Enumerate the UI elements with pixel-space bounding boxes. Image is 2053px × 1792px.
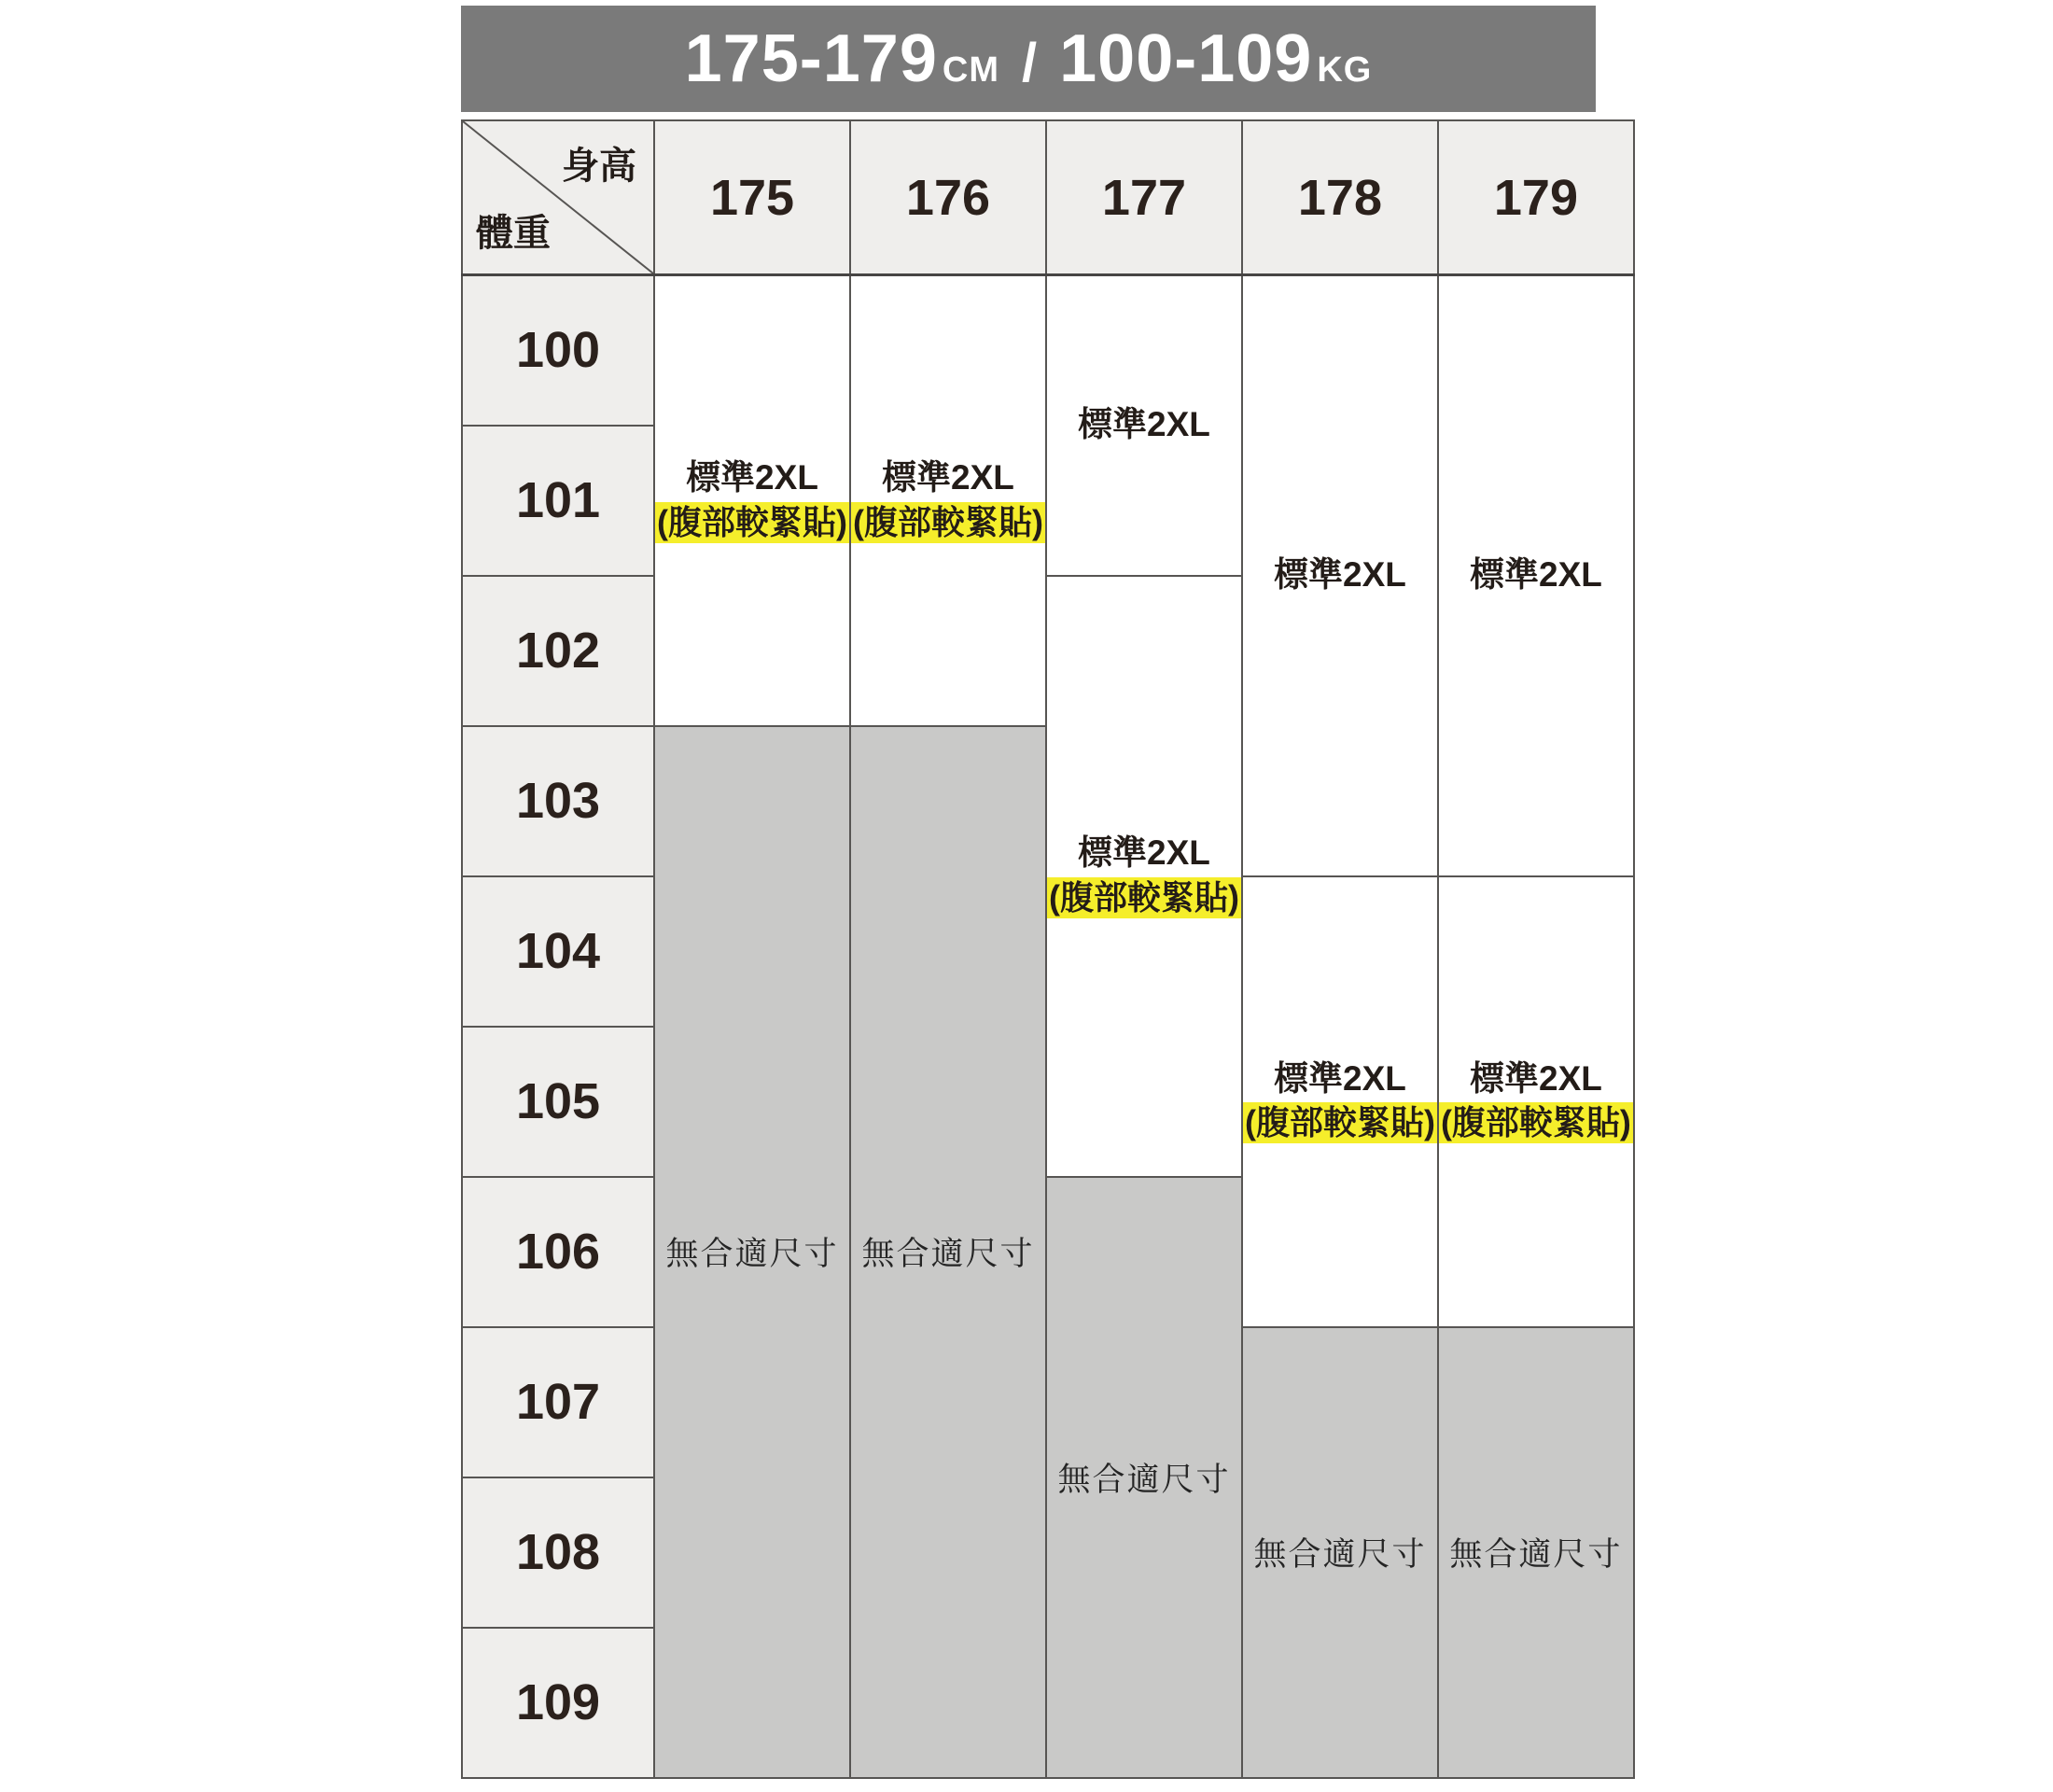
cell-179-no_size bbox=[1438, 1327, 1634, 1778]
cell-179-standard_tight bbox=[1438, 876, 1634, 1327]
size-label: 標準2XL bbox=[1274, 555, 1406, 595]
column-header-176: 176 bbox=[850, 120, 1046, 275]
no-size-label: 無合適尺寸 bbox=[861, 1236, 1035, 1272]
corner-weight-label: 體重 bbox=[476, 213, 551, 254]
fit-note-highlight: (腹部較緊貼) bbox=[1440, 1103, 1631, 1142]
row-header-107: 107 bbox=[462, 1327, 654, 1477]
column-header-177: 177 bbox=[1046, 120, 1242, 275]
table-head bbox=[462, 120, 1634, 275]
row-header-106: 106 bbox=[462, 1177, 654, 1327]
banner-kg-unit: KG bbox=[1317, 50, 1373, 90]
size-table bbox=[461, 119, 1635, 1779]
table-row-100 bbox=[462, 275, 1634, 426]
no-size-label: 無合適尺寸 bbox=[665, 1236, 839, 1272]
column-header-179: 179 bbox=[1438, 120, 1634, 275]
row-header-102: 102 bbox=[462, 576, 654, 726]
fit-note-line bbox=[1439, 1102, 1633, 1143]
cell-178-standard_tight bbox=[1242, 876, 1438, 1327]
banner-cm-unit: CM bbox=[942, 50, 999, 90]
fit-note-highlight: (腹部較緊貼) bbox=[657, 502, 847, 541]
table-body bbox=[462, 275, 1634, 1778]
cell-175-standard_tight bbox=[654, 275, 850, 726]
cell-178-no_size bbox=[1242, 1327, 1438, 1778]
fit-note-line bbox=[655, 502, 849, 543]
size-label: 標準2XL bbox=[882, 457, 1014, 497]
row-header-104: 104 bbox=[462, 876, 654, 1027]
corner-cell bbox=[462, 120, 654, 275]
no-size-label: 無合適尺寸 bbox=[1253, 1536, 1427, 1573]
row-header-109: 109 bbox=[462, 1628, 654, 1778]
size-label: 標準2XL bbox=[1078, 833, 1210, 873]
cell-177-no_size bbox=[1046, 1177, 1242, 1778]
banner-cm-range: 175-179 bbox=[684, 21, 938, 96]
size-label: 標準2XL bbox=[1078, 405, 1210, 444]
column-header-178: 178 bbox=[1242, 120, 1438, 275]
banner-title bbox=[685, 21, 1373, 97]
fit-note-line bbox=[1243, 1102, 1437, 1143]
cell-176-standard_tight bbox=[850, 275, 1046, 726]
cell-176-no_size bbox=[850, 726, 1046, 1778]
row-header-108: 108 bbox=[462, 1477, 654, 1628]
row-header-100: 100 bbox=[462, 275, 654, 426]
row-header-101: 101 bbox=[462, 426, 654, 576]
cell-179-standard bbox=[1438, 275, 1634, 876]
header-row bbox=[462, 120, 1634, 275]
row-header-105: 105 bbox=[462, 1027, 654, 1177]
fit-note-highlight: (腹部較緊貼) bbox=[852, 502, 1043, 541]
banner bbox=[461, 6, 1596, 112]
row-header-103: 103 bbox=[462, 726, 654, 876]
size-label: 標準2XL bbox=[1274, 1058, 1406, 1098]
size-label: 標準2XL bbox=[686, 457, 818, 497]
cell-177-standard_tight bbox=[1046, 576, 1242, 1177]
banner-separator: / bbox=[1021, 33, 1038, 93]
fit-note-line bbox=[851, 502, 1045, 543]
cell-177-standard bbox=[1046, 275, 1242, 576]
size-label: 標準2XL bbox=[1470, 1058, 1602, 1098]
size-label: 標準2XL bbox=[1470, 555, 1602, 595]
no-size-label: 無合適尺寸 bbox=[1449, 1536, 1623, 1573]
no-size-label: 無合適尺寸 bbox=[1057, 1461, 1231, 1498]
column-header-175: 175 bbox=[654, 120, 850, 275]
corner-height-label: 身高 bbox=[562, 146, 636, 187]
cell-178-standard bbox=[1242, 275, 1438, 876]
fit-note-line bbox=[1047, 877, 1241, 918]
cell-175-no_size bbox=[654, 726, 850, 1778]
banner-kg-range: 100-109 bbox=[1059, 21, 1313, 96]
fit-note-highlight: (腹部較緊貼) bbox=[1048, 877, 1239, 917]
fit-note-highlight: (腹部較緊貼) bbox=[1244, 1103, 1435, 1142]
